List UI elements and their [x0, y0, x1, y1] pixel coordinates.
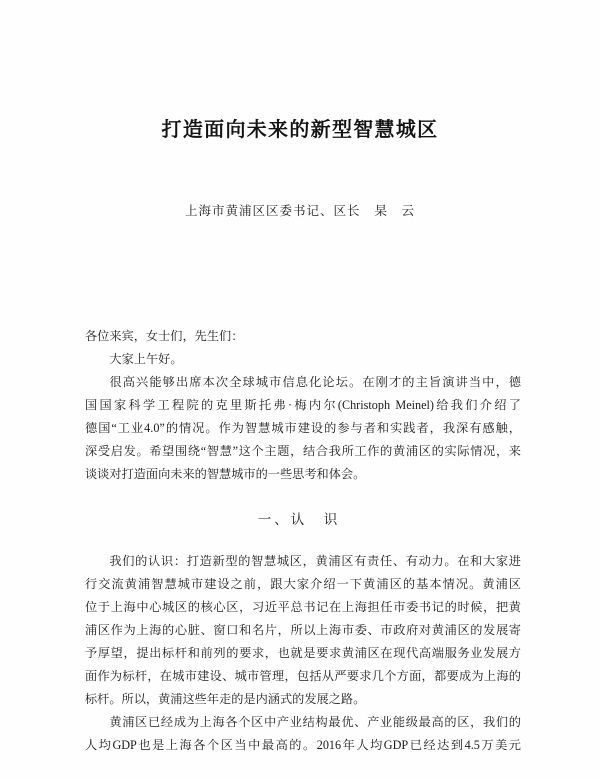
- paragraph-line: 予厚望，提出标杆和前列的要求，也就是要求黄浦区在现代高端服务业发展方: [85, 646, 521, 660]
- section-heading: 一、认 识: [257, 512, 341, 527]
- opening-line: 大家上午好。: [109, 352, 183, 366]
- paragraph-line: 标杆。所以，黄浦这些年走的是内涵式的发展之路。: [85, 692, 366, 706]
- author-position: 上海市黄浦区区委书记、区长: [184, 204, 361, 218]
- paragraph-line: 浦区作为上海的心脏、窗口和名片，所以上海市委、市政府对黄浦区的发展寄: [85, 623, 521, 637]
- paragraph-line: 深受启发。希望围绕“智慧”这个主题，结合我所工作的黄浦区的实际情况，来: [85, 444, 521, 458]
- intro-paragraph: [85, 371, 521, 486]
- author-byline: [0, 202, 600, 220]
- article-body: [85, 325, 521, 757]
- paragraph-line: 国国家科学工程院的克里斯托弗·梅内尔(Christoph Meinel)给我们介绍了: [85, 398, 521, 412]
- paragraph-line: 谈谈对打造面向未来的智慧城市的一些思考和体会。: [85, 467, 366, 481]
- paragraph-line: 面作为标杆，在城市建设、城市管理，包括从严要求几个方面，都要成为上海的: [85, 669, 521, 683]
- author-name: 杲 云: [374, 204, 416, 218]
- paragraph-line: 位于上海中心城区的核心区，习近平总书记在上海担任市委书记的时候，把黄: [85, 600, 521, 614]
- article-title: 打造面向未来的新型智慧城区: [161, 119, 439, 141]
- paragraph-line: 黄浦区已经成为上海各个区中产业结构最优、产业能级最高的区，我们的: [109, 715, 521, 729]
- paragraph-line: 很高兴能够出席本次全球城市信息化论坛。在刚才的主旨演讲当中，德: [109, 375, 521, 389]
- paragraph-line: 人均GDP也是上海各个区当中最高的。2016年人均GDP已经达到4.5万美元: [85, 738, 521, 752]
- paragraph-line: 德国“工业4.0”的情况。作为智慧城市建设的参与者和实践者，我深有感触，: [85, 421, 521, 435]
- paragraph-line: 行交流黄浦智慧城市建设之前，跟大家介绍一下黄浦区的基本情况。黄浦区: [85, 577, 521, 591]
- section-paragraph: [85, 550, 521, 711]
- greeting-line: 各位来宾，女士们，先生们：: [85, 329, 244, 343]
- next-paragraph: [85, 711, 521, 757]
- paragraph-line: 我们的认识：打造新型的智慧城区，黄浦区有责任、有动力。在和大家进: [109, 554, 521, 568]
